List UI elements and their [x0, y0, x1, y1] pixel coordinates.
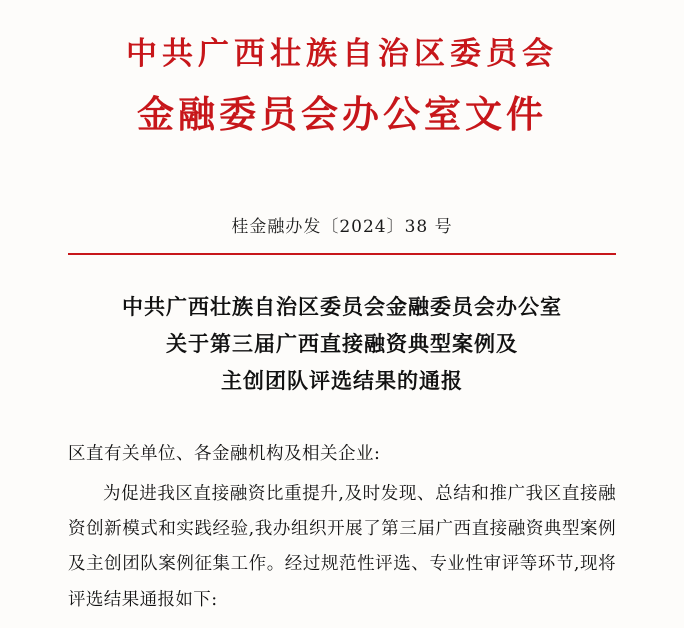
title-line-1: 中共广西壮族自治区委员会金融委员会办公室 [122, 294, 562, 320]
salutation: 区直有关单位、各金融机构及相关企业: [68, 443, 381, 464]
masthead [68, 0, 616, 140]
document-title [68, 289, 616, 399]
title-line-3: 主创团队评选结果的通报 [221, 367, 463, 393]
title-line-2: 关于第三届广西直接融资典型案例及 [166, 331, 518, 357]
masthead-line-1: 中共广西壮族自治区委员会 [126, 36, 558, 72]
document-number: 桂金融办发〔2024〕38 号 [231, 216, 453, 237]
masthead-line-2: 金融委员会办公室文件 [137, 91, 547, 136]
red-divider-rule [68, 253, 616, 256]
body-paragraph: 为促进我区直接融资比重提升,及时发现、总结和推广我区直接融资创新模式和实践经验,我办组织开展了第三届广西直接融资典型案例及主创团队案例征集工作。经过规范性评选、专业性审评等环节,现将评选结果通报如下: [68, 483, 616, 610]
